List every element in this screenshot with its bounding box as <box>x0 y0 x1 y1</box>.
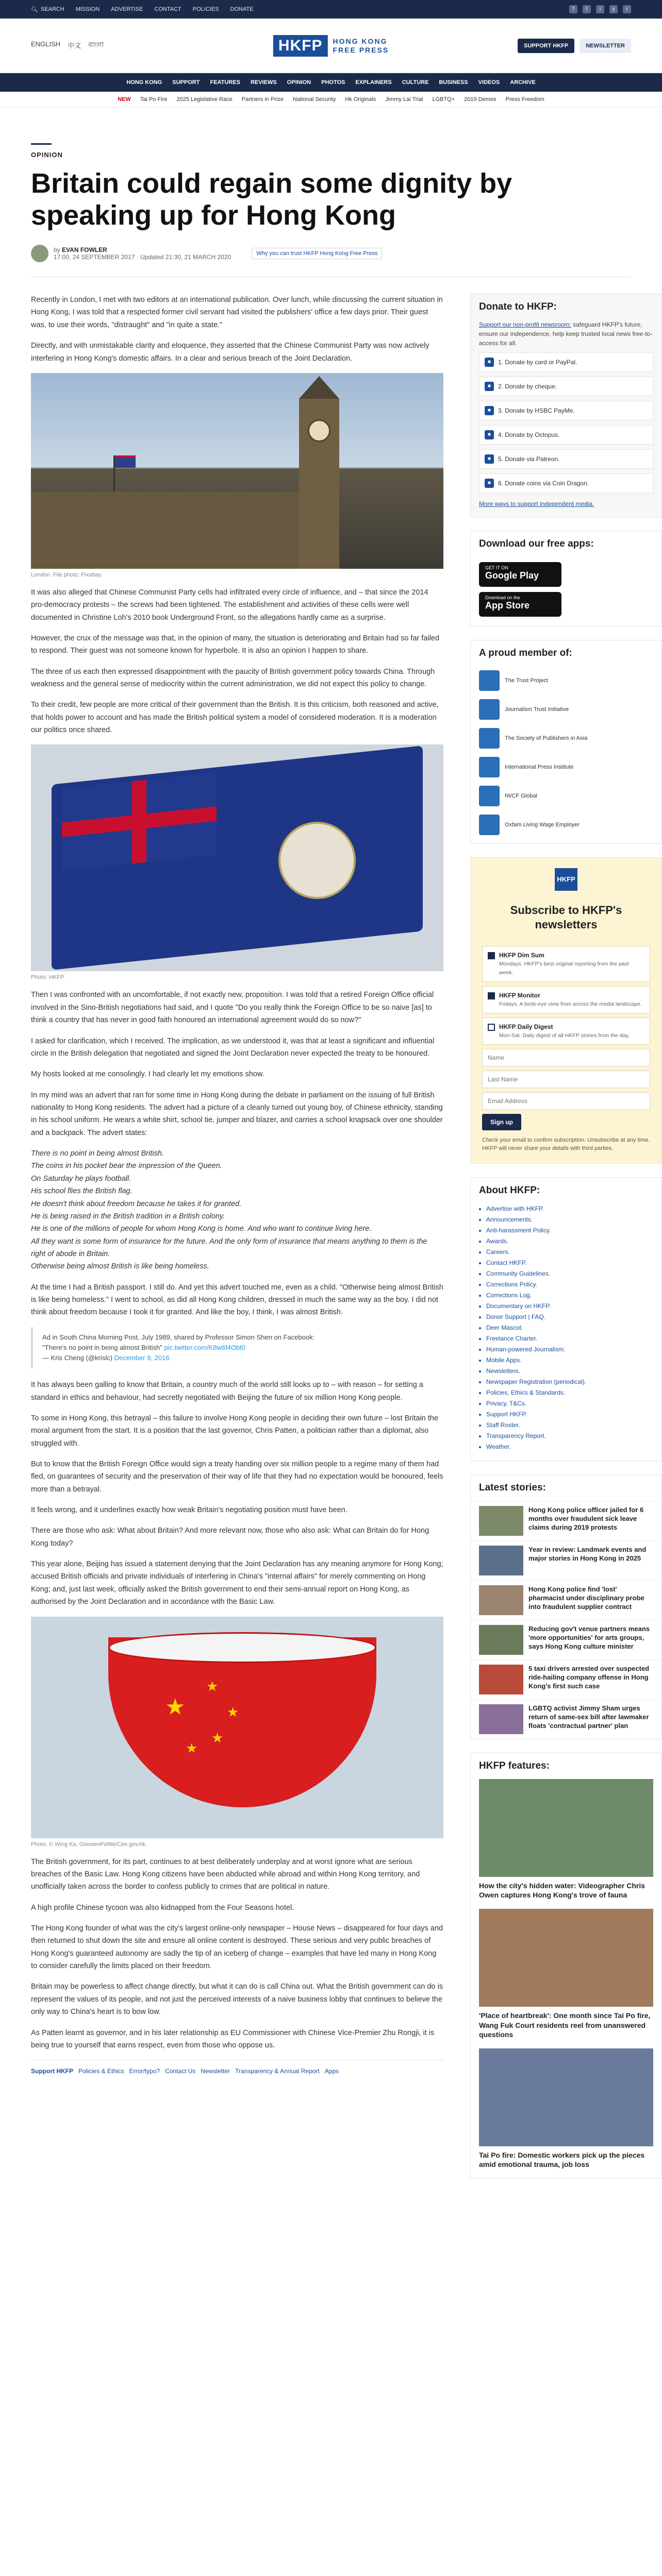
lang-chinese[interactable]: 中文 <box>68 42 81 49</box>
nav-photos[interactable]: PHOTOS <box>321 79 345 86</box>
list-item[interactable]: 5 taxi drivers arrested over suspected ride-hailing company offense in Hong Kong's first such case <box>471 1659 661 1699</box>
tweet-date-link[interactable]: December 9, 2016 <box>114 1354 170 1362</box>
about-list <box>471 1204 661 1461</box>
about-link[interactable]: • Freelance Charter. <box>486 1333 653 1344</box>
support-link[interactable]: Support HKFP <box>31 2067 73 2075</box>
instagram-icon[interactable]: i <box>596 5 604 13</box>
member-title: A proud member of: <box>479 648 572 659</box>
apps-box <box>470 531 662 626</box>
top-link-donate[interactable]: DONATE <box>230 6 254 12</box>
nav-explainers[interactable]: EXPLAINERS <box>355 79 392 86</box>
trending-link[interactable]: 2025 Legislative Race <box>176 96 233 103</box>
social-icons <box>569 5 631 13</box>
google-play-badge[interactable]: GET IT ON Google Play <box>479 562 561 587</box>
trust-badge-link[interactable]: Why you can trust HKFP Hong Kong Free Press <box>252 248 382 259</box>
membership-box <box>470 640 662 844</box>
features-box <box>470 1753 662 2179</box>
quote-line: The coins in his pocket bear the impression of the Queen. <box>31 1162 222 1171</box>
story-thumbnail <box>479 1665 523 1694</box>
figure-caption: Photo: HKFP. <box>31 974 65 981</box>
patreon-icon: ■ <box>485 454 494 464</box>
trending-bar <box>0 92 662 107</box>
trending-link[interactable]: 2019 Demos <box>464 96 496 103</box>
site-logo[interactable] <box>273 35 389 57</box>
about-link[interactable]: • Weather. <box>486 1442 653 1452</box>
tweet-text: Ad in South China Morning Post, July 1989, shared by Professor Simon Shen on Facebook: <box>42 1333 315 1341</box>
trending-link[interactable]: Partners in Prize <box>241 96 284 103</box>
about-link[interactable]: • Privacy, T&Cs. <box>486 1398 653 1409</box>
byline <box>31 245 631 262</box>
cheque-icon: ■ <box>485 382 494 391</box>
logo-line-1: HONG KONG <box>333 37 388 45</box>
paragraph: In my mind was an advert that ran for some time in Hong Kong during the debate in parliament on the issuing of full British nationality to Hong Kong residents. The advert had a picture of a cleanly turned out young boy, of Chinese ethnicity, standing in his school uniform. He wears a white shirt, school tie, jumper and blazer, and carries a school knapsack over one shoulder and a backpack. The advert states: <box>31 1091 443 1137</box>
figure-caption: Photo: © Wing Ka, GlossenPolitie/Cee.gov.hk. <box>31 1841 147 1848</box>
about-link[interactable]: • Newsletters. <box>486 1366 653 1377</box>
about-link[interactable]: • Mobile Apps. <box>486 1355 653 1366</box>
newsletter-button[interactable]: NEWSLETTER <box>580 39 631 53</box>
quote-line: He is one of the millions of people for whom Hong Kong is home. And who want to continue living here. <box>31 1225 372 1233</box>
advert-quote <box>31 1147 443 1273</box>
quote-line: His school flies the British flag. <box>31 1187 133 1196</box>
article-footer-links <box>31 2060 443 2075</box>
nav-support[interactable]: SUPPORT <box>172 79 200 86</box>
quote-line: Otherwise being almost British is like being homeless. <box>31 1262 209 1271</box>
newsletter-option-dimsum[interactable]: HKFP Dim Sum Mondays. HKFP's best original reporting from the past week. <box>482 946 650 982</box>
list-item[interactable]: Year in review: Landmark events and major stories in Hong Kong in 2025 <box>471 1540 661 1580</box>
paragraph: A high profile Chinese tycoon was also kidnapped from the Four Seasons hotel. <box>31 1903 294 1912</box>
paragraph: But to know that the British Foreign Office would sign a treaty handing over six million people to a regime many of them had fled, on guarantees of security and the preservation of their way of life that they had no expectation would be honoured, feels more than a betrayal. <box>31 1460 443 1494</box>
tweet-author: — Kris Cheng (@krislc) <box>42 1354 112 1362</box>
sopa-logo <box>479 728 500 749</box>
paragraph: This year alone, Beijing has issued a statement denying that the Joint Declaration has any meaning anymore for Hong Kong; accused British officials and private individuals of interfering in China's "internal affairs" for merely commenting on Hong Kong; and, just last week, officially asked the British government to end their semi-annual report on Hong Kong, as authorised by the Joint Declaration and in accordance with the Basic Law. <box>31 1560 443 1606</box>
top-link-contact[interactable]: CONTACT <box>154 6 181 12</box>
about-link[interactable]: • Community Guidelines. <box>486 1268 653 1279</box>
site-header <box>0 19 662 73</box>
author-name[interactable]: EVAN FOWLER <box>62 246 107 254</box>
checkbox[interactable] <box>488 952 495 959</box>
rss-icon[interactable]: r <box>623 5 631 13</box>
last-name-field[interactable] <box>482 1071 650 1088</box>
quote-line: He is being raised in the British tradition in a British colony. <box>31 1212 225 1221</box>
article-title: Britain could regain some dignity by speaking up for Hong Kong <box>31 168 512 231</box>
paragraph: As Patten learnt as governor, and in his later relationship as EU Commissioner with Chinese Vice-Premier Zhu Rongji, it is being true to yourself that earns respect, even from those who oppose us. <box>31 2028 435 2049</box>
paragraph: It has always been galling to know that Britain, a country much of the world still looks up to – with reason – for setting a standard in ethics and behaviour, had secretly negotiated with Beijing the future of six million Hong Kong people. <box>31 1381 423 1402</box>
about-link[interactable]: • Advertise with HKFP. <box>486 1204 653 1214</box>
quote-line: There is no point in being almost British. <box>31 1149 164 1158</box>
footer-link[interactable]: Error/typo? <box>129 2067 160 2075</box>
oxfam-logo <box>479 815 500 835</box>
ipi-logo <box>479 757 500 777</box>
quote-line: All they want is some form of insurance for the future. And the only form of insurance that means anything to them is the right of abode in Britain. <box>31 1237 427 1258</box>
donate-intro: safeguard HKFP's future, ensure our independence, help keep trusted local news free-to-access for all. <box>479 321 653 347</box>
name-field[interactable] <box>482 1049 650 1066</box>
feature-item[interactable]: Tai Po fire: Domestic workers pick up the pieces amid emotional trauma, job loss <box>471 2048 661 2178</box>
member-logo[interactable]: Oxfam Living Wage Employer <box>471 810 661 839</box>
main-nav <box>0 73 662 92</box>
member-logo[interactable]: Journalism Trust Initiative <box>471 695 661 724</box>
app-store-badge[interactable]: Download on the App Store <box>479 592 561 617</box>
paragraph: However, the crux of the message was that, in the opinion of many, the situation is deteriorating and Britain had so far failed to respond. Their guest was not someone known for hyperbole. It is also an opinion I happen to share. <box>31 634 440 655</box>
latest-stories-box <box>470 1475 662 1739</box>
apps-title: Download our free apps: <box>479 538 594 550</box>
tweet-media-link[interactable]: pic.twitter.com/K8w6f4Obt0 <box>164 1343 245 1351</box>
youtube-icon[interactable]: y <box>609 5 618 13</box>
donate-option-cheque[interactable]: ■ 2. Donate by cheque. <box>479 377 653 396</box>
newsletter-option-monitor[interactable]: HKFP Monitor Fridays. A birds-eye view from across the media landscape. <box>482 986 650 1013</box>
language-switcher <box>31 40 104 51</box>
member-logo[interactable]: IWCF Global <box>471 782 661 810</box>
story-thumbnail <box>479 1585 523 1615</box>
sidebar <box>470 294 662 2192</box>
story-thumbnail <box>479 1546 523 1575</box>
about-link[interactable]: • Support HKFP. <box>486 1409 653 1420</box>
paragraph: The British government, for its part, continues to at best deliberately underplay and at worst ignore what are serious breaches of the Basic Law. Hong Kong citizens have been abducted while abroad and within Hong Kong territory, and unofficially taken across the border to confess publicly to crimes that are political in nature. <box>31 1857 420 1891</box>
paragraph: I asked for clarification, which I received. The implication, as we understood it, was that at least a significant and influential circle in the British delegation that negotiated and signed the Joint Declaration never expected the treaty to be honoured. <box>31 1037 435 1058</box>
trending-link[interactable]: Press Freedom <box>505 96 544 103</box>
figure-london <box>31 373 443 578</box>
more-ways-link[interactable]: More ways to support independent media. <box>479 500 594 508</box>
checkbox[interactable] <box>488 992 495 999</box>
list-item[interactable]: Hong Kong police find 'lost' pharmacist under disciplinary probe into fraudulent supplier contract <box>471 1580 661 1620</box>
about-link[interactable]: • Corrections Policy. <box>486 1279 653 1290</box>
about-link[interactable]: • Announcements. <box>486 1214 653 1225</box>
trust-project-logo <box>479 670 500 691</box>
figure-bowl <box>31 1617 443 1848</box>
paragraph: To some in Hong Kong, this betrayal – this failure to involve Hong Kong people in deciding their own future – lost Britain the moral argument from the start. It is a position that the last governor, Chris Patten, a politician rather than a diplomat, also struggled with. <box>31 1414 438 1448</box>
about-link[interactable]: • Corrections Log. <box>486 1290 653 1301</box>
member-logo[interactable]: The Society of Publishers in Asia <box>471 724 661 753</box>
signup-button[interactable]: Sign up <box>482 1114 521 1130</box>
donate-option-coins[interactable]: ■ 6. Donate coins via Coin Dragon. <box>479 473 653 493</box>
paragraph: Recently in London, I met with two editors at an international publication. Over lunch, while discussing the current situation in Hong Kong, I was told that a respected former civil servant had visited the publishers' office a few days prior. Their guest was, to use their words, "distraught" and "in quite a state." <box>31 296 443 329</box>
octopus-icon: ■ <box>485 430 494 439</box>
search-icon: 🔍︎ <box>31 6 38 13</box>
figure-caption: London. File photo: Pixabay. <box>31 571 103 578</box>
paragraph: The three of us each then expressed disappointment with the paucity of British government policy towards China. Through weakness and the general sense of mediocrity within the current administration, we did not expect this policy to change. <box>31 667 435 689</box>
quote-line: He doesn't think about freedom because he takes it for granted. <box>31 1199 242 1208</box>
latest-title: Latest stories: <box>479 1482 546 1493</box>
about-link[interactable]: • Transparency Report. <box>486 1431 653 1442</box>
donate-title: Donate to HKFP: <box>479 301 557 313</box>
nav-archive[interactable]: ARCHIVE <box>510 79 536 86</box>
newsletter-title: Subscribe to HKFP's newsletters <box>510 904 622 931</box>
newsletter-logo: HKFP <box>555 868 577 891</box>
logo-line-2: FREE PRESS <box>333 45 389 54</box>
flag-bowl-photo: ★ ★ ★ ★ ★ <box>31 1617 443 1838</box>
iwcf-logo <box>479 786 500 806</box>
donate-option-payme[interactable]: ■ 3. Donate by HSBC PayMe. <box>479 401 653 420</box>
top-search-link[interactable]: 🔍︎ SEARCH <box>31 6 64 13</box>
article-header <box>0 107 662 262</box>
nav-videos[interactable]: VIDEOS <box>478 79 500 86</box>
feature-item[interactable]: How the city's hidden water: Videographer Chris Owen captures Hong Kong's trove of fauna <box>471 1779 661 1909</box>
about-link[interactable]: • Awards. <box>486 1236 653 1247</box>
quote-line: On Saturday he plays football. <box>31 1174 131 1183</box>
nav-business[interactable]: BUSINESS <box>439 79 468 86</box>
feature-item[interactable]: 'Place of heartbreak': One month since Tai Po fire, Wang Fuk Court residents reel from unanswered questions <box>471 1909 661 2048</box>
article-body <box>31 294 443 2192</box>
jti-logo <box>479 699 500 720</box>
logo-mark: HKFP <box>273 35 328 57</box>
footer-link[interactable]: Policies & Ethics <box>78 2067 124 2075</box>
london-photo <box>31 373 443 569</box>
footer-link[interactable]: Apps <box>324 2067 339 2075</box>
author-avatar <box>31 245 48 262</box>
paragraph: It feels wrong, and it underlines exactly how weak Britain's negotiating position must have been. <box>31 1506 347 1515</box>
facebook-icon[interactable]: f <box>569 5 577 13</box>
about-link[interactable]: • Newspaper Registration (periodical). <box>486 1377 653 1387</box>
twitter-icon[interactable]: t <box>583 5 591 13</box>
newsletter-option-digest[interactable]: HKFP Daily Digest Mon-Sat. Daily digest of all HKFP stories from the day. <box>482 1018 650 1045</box>
nav-features[interactable]: FEATURES <box>210 79 240 86</box>
colonial-flag-photo <box>31 744 443 971</box>
footer-link[interactable]: Transparency & Annual Report <box>235 2067 320 2075</box>
paragraph: Britain may be powerless to affect change directly, but what it can do is call China out. What the British government can do is represent the values of its people, and not just the perceived interests of a naive business lobby that continues to believe the only way to China's heart is to bow low. <box>31 1982 443 2016</box>
trending-link[interactable]: Hk Originals <box>345 96 376 103</box>
about-link[interactable]: • Donor Support | FAQ. <box>486 1312 653 1323</box>
about-link[interactable]: • Documentary on HKFP. <box>486 1301 653 1312</box>
payme-icon: ■ <box>485 406 494 415</box>
paragraph: The Hong Kong founder of what was the city's largest online-only newspaper – House News – disappeared for four days and then returned to shut down the site and ensure all online content is destroyed. These serious and very public breaches of Hong Kong's guaranteed autonomy are sadly the tip of an iceberg of change – examples that have led many in Hong Kong to consider carefully the limits placed on their freedom. <box>31 1924 443 1971</box>
donate-option-card[interactable]: ■ 1. Donate by card or PayPal. <box>479 352 653 372</box>
article-category[interactable]: OPINION <box>31 151 63 159</box>
about-link[interactable]: • Human-powered Journalism. <box>486 1344 653 1355</box>
embedded-tweet <box>31 1327 443 1368</box>
donate-option-octopus[interactable]: ■ 4. Donate by Octopus. <box>479 425 653 445</box>
top-link-mission[interactable]: MISSION <box>75 6 100 12</box>
footer-link[interactable]: Newsletter <box>201 2067 230 2075</box>
newsletter-box <box>470 857 662 1164</box>
trending-link[interactable]: LGBTQ+ <box>432 96 455 103</box>
trending-link[interactable]: Jimmy Lai Trial <box>385 96 423 103</box>
story-thumbnail <box>479 1704 523 1734</box>
email-field[interactable] <box>482 1092 650 1110</box>
donate-intro-link[interactable]: Support our non-profit newsroom: <box>479 321 571 329</box>
story-thumbnail <box>479 1506 523 1536</box>
top-link-policies[interactable]: POLICIES <box>192 6 219 12</box>
paragraph: To their credit, few people are more critical of their government than the British. It is this criticism, both reasoned and active, that holds power to account and has made the British political system a model of considered moderation. It is a moderation our politics once shared. <box>31 701 439 735</box>
top-link-advertise[interactable]: ADVERTISE <box>111 6 143 12</box>
about-link[interactable]: • Deer Mascot. <box>486 1323 653 1333</box>
updated-date: · Updated 21:30, 21 MARCH 2020 <box>136 253 231 261</box>
tweet-quote: "There's no point in being almost British" <box>42 1343 162 1351</box>
newsletter-note: Check your email to confirm subscription. Unsubscribe at any time. HKFP will never share your details with third parties. <box>482 1137 650 1152</box>
nav-opinion[interactable]: OPINION <box>287 79 311 86</box>
figure-flag <box>31 744 443 980</box>
support-button[interactable]: SUPPORT HKFP <box>518 39 574 53</box>
about-link[interactable]: • Anti-harassment Policy. <box>486 1225 653 1236</box>
member-logo[interactable]: International Press Institute <box>471 753 661 782</box>
story-thumbnail <box>479 1625 523 1655</box>
paragraph: There are those who ask: What about Britain? And more relevant now, those who also ask: What can Britain do for Hong Kong today? <box>31 1527 429 1548</box>
about-link[interactable]: • Staff Roster. <box>486 1420 653 1431</box>
feature-image <box>479 1909 653 2007</box>
card-icon: ■ <box>485 358 494 367</box>
list-item[interactable]: LGBTQ activist Jimmy Sham urges return of same-sex bill after lawmaker floats 'contractual partner' plan <box>471 1699 661 1739</box>
checkbox[interactable] <box>488 1024 495 1031</box>
member-logo[interactable]: The Trust Project <box>471 666 661 695</box>
paragraph: Directly, and with unmistakable clarity and eloquence, they asserted that the Chinese Communist Party was now actively interfering in Hong Kong's domestic affairs. In a clear and serious breach of the Joint Declaration. <box>31 342 429 363</box>
category-rule <box>31 143 52 145</box>
features-title: HKFP features: <box>479 1760 550 1771</box>
about-link[interactable]: • Contact HKFP. <box>486 1258 653 1268</box>
feature-image <box>479 1779 653 1877</box>
about-box <box>470 1177 662 1461</box>
footer-link[interactable]: Contact Us <box>165 2067 196 2075</box>
list-item[interactable]: Hong Kong police officer jailed for 6 months over fraudulent sick leave claims during 2019 protests <box>471 1501 661 1540</box>
about-title: About HKFP: <box>479 1184 540 1196</box>
nav-hong-kong[interactable]: HONG KONG <box>126 79 162 86</box>
top-utility-bar <box>0 0 662 19</box>
paragraph: It was also alleged that Chinese Communist Party cells had infiltrated every circle of influence, and – that since the 2014 pro-democracy protests – the screws had been tightened. The establishment and activities of these cells were well documented in Christine Loh's 2010 book Underground Front, so the allegations hardly came as a surprise. <box>31 588 428 622</box>
paragraph: My hosts looked at me consolingly. I had clearly let my emotions show. <box>31 1070 264 1079</box>
list-item[interactable]: Reducing gov't venue partners means 'more opportunities' for arts groups, says Hong Kong culture minister <box>471 1620 661 1659</box>
paragraph: At the time I had a British passport. I still do. And yet this advert touched me, even as a child. "Otherwise being almost British is like being homeless." I went to school, as did all Hong Kong children, dressed in much the same way as the boy. I did not think about freedom because I took it for granted. And like the boy, I think, I was almost British. <box>31 1283 443 1317</box>
feature-image <box>479 2048 653 2146</box>
about-link[interactable]: • Policies, Ethics & Standards. <box>486 1387 653 1398</box>
publish-date: 17:00, 24 SEPTEMBER 2017 <box>54 253 135 261</box>
about-link[interactable]: • Careers. <box>486 1247 653 1258</box>
lang-english[interactable]: ENGLISH <box>31 40 61 48</box>
author-prefix: by <box>54 246 60 254</box>
donate-box <box>470 294 662 517</box>
lang-bengali[interactable]: বাংলা <box>88 41 104 48</box>
donate-option-patreon[interactable]: ■ 5. Donate via Patreon. <box>479 449 653 469</box>
new-badge: NEW <box>118 96 131 103</box>
nav-culture[interactable]: CULTURE <box>402 79 429 86</box>
paragraph: Then I was confronted with an uncomfortable, if not exactly new, proposition. I was told that a retired Foreign Office official involved in the Sino-British negotiations had said, and I quote "Do you really think the Foreign Office to be so naive [as] to think a country that has never in good faith honoured an international agreement would do so now?" <box>31 991 434 1025</box>
nav-reviews[interactable]: REVIEWS <box>250 79 277 86</box>
trending-link[interactable]: Tai Po Fire <box>140 96 168 103</box>
coin-icon: ■ <box>485 479 494 488</box>
trending-link[interactable]: National Security <box>293 96 336 103</box>
